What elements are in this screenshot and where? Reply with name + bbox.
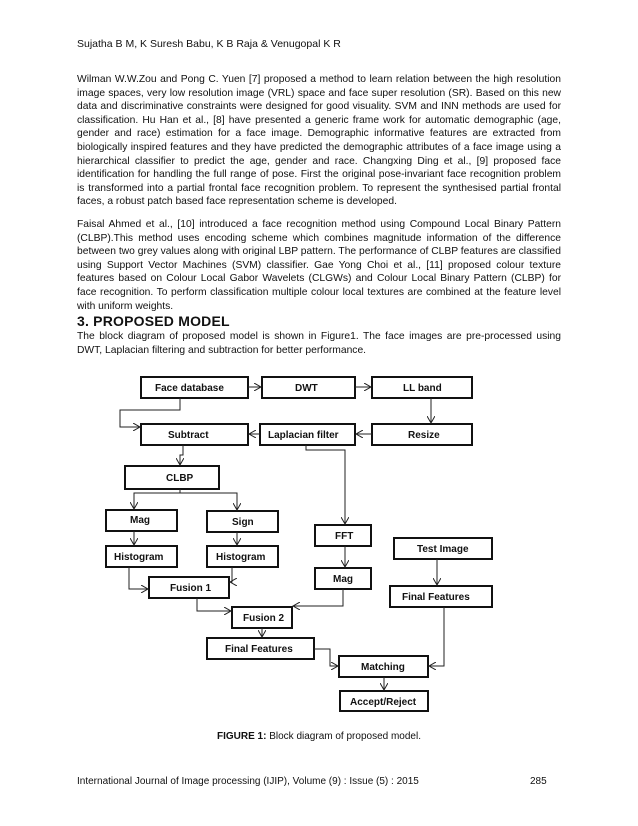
label-test-image: Test Image — [417, 544, 469, 555]
arrow-histogram2-to-fusion1 — [230, 567, 232, 582]
block-diagram — [0, 370, 638, 720]
label-mag-2: Mag — [333, 574, 353, 585]
journal-footer: International Journal of Image processing (IJIP), Volume (9) : Issue (5) : 2015 — [77, 776, 419, 787]
label-sign: Sign — [232, 517, 254, 528]
page-number: 285 — [530, 776, 547, 787]
label-final-features-right: Final Features — [402, 592, 470, 603]
label-subtract: Subtract — [168, 430, 209, 441]
label-face-database: Face database — [155, 383, 224, 394]
figure-caption — [0, 731, 638, 742]
label-fft: FFT — [335, 531, 354, 542]
arrow-finalfeatures-to-matching — [314, 649, 338, 666]
paragraph-related-work-1: Wilman W.W.Zou and Pong C. Yuen [7] proposed a method to learn relation between the high resolution image spaces, very low resolution image (VRL) space and face super resolution (SR). Based on this new data and discriminative constraints were designed for good visuality. SVM and INN methods are used for classification. Hu Han et al., [8] have presented a generic frame work for automatic demographic (age, gender and race) estimation for a face image. Demographic informative features are extracted from biologically inspired features and they have predicted the demographic attributes of a face image using a hierarchical classifier to predict the age, gender and race. Changxing Ding et al., [9] proposed face identification for handling the full range of pose. First the original pose-invariant face recognition problem is transformed into a partial frontal face recognition problem. To represent the synthesised partial frontal faces, a robust patch based face representation scheme is developed. — [77, 74, 561, 208]
label-accept-reject: Accept/Reject — [350, 697, 417, 708]
paragraph-related-work-2: Faisal Ahmed et al., [10] introduced a face recognition method using Compound Local Binary Pattern (CLBP).This method uses encoding scheme which combines magnitude information of the difference between two grey values along with original LBP pattern. The performance of CLBP features are classified using Support Vector Machines (SVM) classifier. Gae Yong Choi et al., [11] proposed colour texture features based on Colour Local Gabor Wavelets (CLGWs) and Colour Local Binary Pattern (CLBP) for face recognition. To perform classification multiple colour local textures are combined at the feature level with uniform weights. — [77, 219, 561, 312]
arrow-facedb-to-subtract — [120, 398, 180, 427]
section-intro-paragraph: The block diagram of proposed model is shown in Figure1. The face images are pre-processed using DWT, Laplacian filtering and subtraction for better performance. — [77, 331, 561, 356]
label-dwt: DWT — [295, 383, 318, 394]
label-final-features: Final Features — [225, 644, 293, 655]
arrow-clbp-to-sign — [180, 493, 237, 510]
label-resize: Resize — [408, 430, 440, 441]
running-header: Sujatha B M, K Suresh Babu, K B Raja & Venugopal K R — [77, 38, 341, 50]
label-matching: Matching — [361, 662, 405, 673]
arrow-mag2-to-fusion2 — [293, 589, 343, 606]
label-ll-band: LL band — [403, 383, 442, 394]
arrow-laplacian-to-fft — [306, 445, 345, 524]
arrow-clbp-to-mag — [134, 489, 180, 509]
label-histogram-1: Histogram — [114, 552, 164, 563]
arrow-histogram1-to-fusion1 — [129, 567, 148, 589]
label-fusion-2: Fusion 2 — [243, 613, 285, 624]
label-histogram-2: Histogram — [216, 552, 266, 563]
arrow-finalfeatures-right-to-matching — [429, 607, 444, 666]
label-laplacian-filter: Laplacian filter — [268, 430, 339, 441]
figure-caption-text: Block diagram of proposed model. — [266, 731, 421, 742]
section-title: 3. PROPOSED MODEL — [77, 313, 230, 329]
label-clbp: CLBP — [166, 473, 194, 484]
figure-caption-label: FIGURE 1: — [217, 731, 267, 742]
label-mag-1: Mag — [130, 515, 150, 526]
arrow-subtract-to-clbp — [180, 445, 183, 465]
arrow-fusion1-to-fusion2 — [197, 598, 231, 611]
label-fusion-1: Fusion 1 — [170, 583, 212, 594]
